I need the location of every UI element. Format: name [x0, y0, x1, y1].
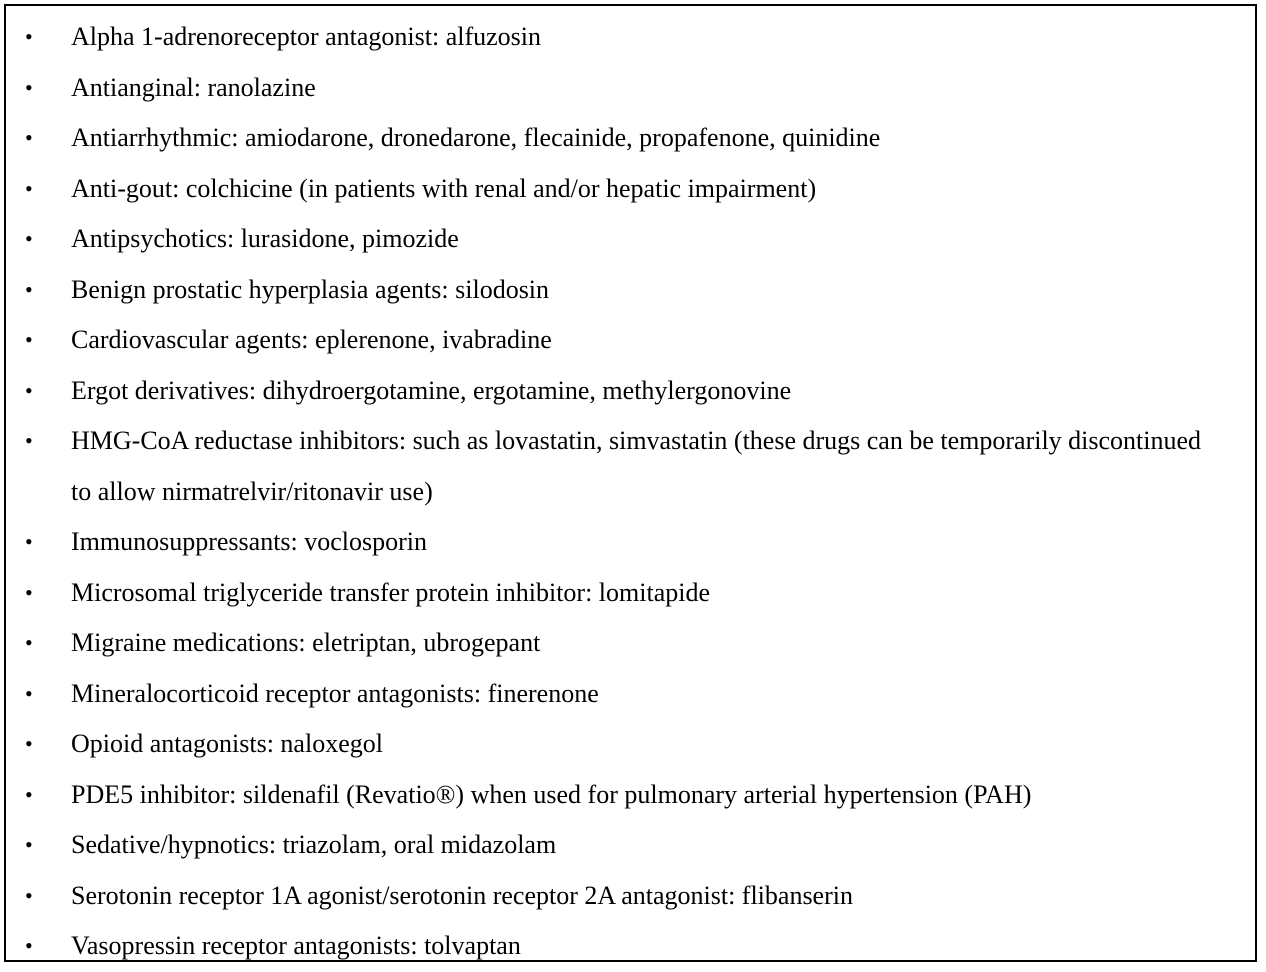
list-item-text: Microsomal triglyceride transfer protein inhibitor: lomitapide: [71, 577, 710, 607]
bullet-icon: •: [25, 327, 33, 352]
list-item: [6, 265, 1255, 316]
bullet-icon: •: [25, 125, 33, 150]
list-item: [6, 517, 1255, 568]
bullet-icon: •: [25, 933, 33, 958]
bullet-icon: •: [25, 276, 33, 302]
list-item-text: Migraine medications: eletriptan, ubrogepant: [71, 628, 541, 657]
list-item-text: Antiarrhythmic: amiodarone, dronedarone, flecainide, propafenone, quinidine: [71, 123, 881, 152]
list-item-text: Serotonin receptor 1A agonist/serotonin receptor 2A antagonist: flibanserin: [71, 880, 853, 910]
list-item: [6, 164, 1255, 215]
list-item: [6, 871, 1255, 922]
bullet-icon: •: [25, 882, 33, 908]
list-item-text: Ergot derivatives: dihydroergotamine, ergotamine, methylergonovine: [71, 375, 792, 405]
bullet-icon: •: [25, 175, 33, 201]
list-item: [6, 315, 1255, 366]
list-item: [6, 12, 1255, 63]
bordered-list-box: [4, 4, 1257, 962]
bullet-icon: •: [25, 731, 33, 756]
list-item-text: Antipsychotics: lurasidone, pimozide: [71, 224, 459, 253]
bullet-icon: •: [25, 781, 33, 807]
list-item-text: PDE5 inhibitor: sildenafil (Revatio®) when used for pulmonary arterial hypertension (PAH): [71, 779, 1032, 809]
list-item: [6, 568, 1255, 619]
list-item: [6, 113, 1255, 164]
list-item-text: HMG-CoA reductase inhibitors: such as lovastatin, simvastatin (these drugs can be temporarily discontinued to allow nirmatrelvir/ritonavir use): [71, 426, 1202, 506]
list-item: [6, 820, 1255, 871]
list-item: [6, 770, 1255, 821]
list-item: [6, 669, 1255, 720]
bullet-icon: •: [25, 630, 33, 655]
bullet-icon: •: [25, 24, 33, 49]
list-item-text: Opioid antagonists: naloxegol: [71, 729, 383, 758]
list-item-text: Cardiovascular agents: eplerenone, ivabradine: [71, 325, 552, 354]
bullet-icon: •: [25, 226, 33, 251]
list-item-text: Mineralocorticoid receptor antagonists: finerenone: [71, 678, 599, 708]
list-item-text: Vasopressin receptor antagonists: tolvaptan: [71, 931, 521, 960]
bullet-icon: •: [25, 832, 33, 857]
list-item-text: Benign prostatic hyperplasia agents: silodosin: [71, 274, 550, 304]
list-item: [6, 214, 1255, 265]
list-item-text: Alpha 1-adrenoreceptor antagonist: alfuzosin: [71, 22, 541, 51]
bullet-icon: •: [25, 74, 33, 100]
list-item-text: Anti-gout: colchicine (in patients with renal and/or hepatic impairment): [71, 173, 817, 203]
list-item-text: Immunosuppressants: voclosporin: [71, 527, 428, 556]
list-item: [6, 618, 1255, 669]
bullet-icon: •: [25, 529, 33, 554]
list-item: [6, 416, 1255, 517]
list-item: [6, 63, 1255, 114]
list-item: [6, 366, 1255, 417]
bullet-icon: •: [25, 579, 33, 605]
list-item: [6, 719, 1255, 770]
list-item-text: Sedative/hypnotics: triazolam, oral midazolam: [71, 830, 557, 859]
bullet-icon: •: [25, 377, 33, 403]
list-item: [6, 921, 1255, 972]
bullet-icon: •: [25, 428, 33, 453]
bullet-icon: •: [25, 680, 33, 706]
drug-interaction-list: [6, 6, 1255, 972]
list-item-text: Antianginal: ranolazine: [71, 72, 316, 102]
